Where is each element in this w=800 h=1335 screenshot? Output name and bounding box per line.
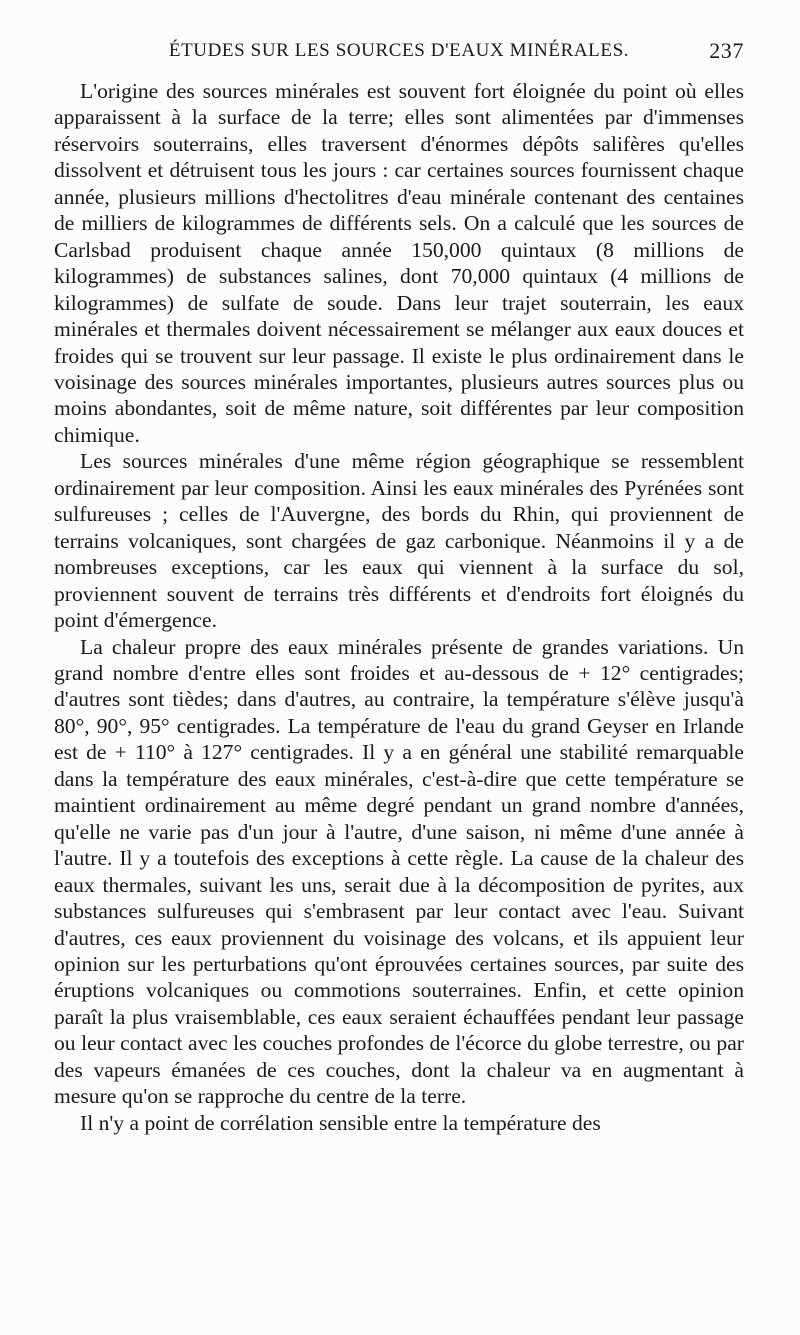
body-text <box>54 78 744 1136</box>
paragraph-correlation: Il n'y a point de corrélation sensible entre la température des <box>80 1110 601 1135</box>
paragraph-origin: L'origine des sources minérales est souvent fort éloignée du point où elles apparaissent à la surface de la terre; elles sont alimentées par d'immenses réservoirs souterrains, elles traversent d'énormes dépôts salifères qu'elles dissolvent et détruisent tous les jours : car certaines sources fournissent chaque année, plusieurs millions d'hectolitres d'eau minérale contenant des centaines de milliers de kilogrammes de différents sels. On a calculé que les sources de Carlsbad produisent chaque année 150,000 quintaux (8 millions de kilogrammes) de substances salines, dont 70,000 quintaux (4 millions de kilogrammes) de sulfate de soude. Dans leur trajet souterrain, les eaux minérales et thermales doivent nécessairement se mélanger aux eaux douces et froides qui se trouvent sur leur passage. Il existe le plus ordinairement dans le voisinage des sources minérales importantes, plusieurs autres sources plus ou moins abondantes, soit de même nature, soit différentes par leur composition chimique. <box>54 79 744 447</box>
paragraph-composition: Les sources minérales d'une même région géographique se ressemblent ordinairement par leur composition. Ainsi les eaux minérales des Pyrénées sont sulfureuses ; celles de l'Auvergne, des bords du Rhin, qui proviennent de terrains volcaniques, sont chargées de gaz carbonique. Néanmoins il y a de nombreuses exceptions, car les eaux qui viennent à la surface du sol, proviennent souvent de terrains très différents et d'endroits fort éloignés du point d'émergence. <box>54 449 744 633</box>
page-number: 237 <box>709 38 744 63</box>
running-head: ÉTUDES SUR LES SOURCES D'EAUX MINÉRALES. <box>168 40 630 61</box>
paragraph-temperature: La chaleur propre des eaux minérales présente de grandes variations. Un grand nombre d'entre elles sont froides et au-dessous de + 12° centigrades; d'autres sont tièdes; dans d'autres, au contraire, la température s'élève jusqu'à 80°, 90°, 95° centigrades. La température de l'eau du grand Geyser en Irlande est de + 110° à 127° centigrades. Il y a en général une stabilité remarquable dans la température des eaux minérales, c'est-à-dire que cette température se maintient ordinairement au même degré pendant un grand nombre d'années, qu'elle ne varie pas d'un jour à l'autre, d'une saison, ni même d'une année à l'autre. Il y a toutefois des exceptions à cette règle. La cause de la chaleur des eaux thermales, suivant les uns, serait due à la décomposition de pyrites, aux substances sulfureuses qui s'embrasent par leur contact avec l'eau. Suivant d'autres, ces eaux proviennent du voisinage des volcans, et ils appuient leur opinion sur les perturbations qu'ont éprouvées certaines sources, par suite des éruptions volcaniques ou commotions souterraines. Enfin, et cette opinion paraît la plus vraisemblable, ces eaux seraient échauffées pendant leur passage ou leur contact avec les couches profondes de l'écorce du globe terrestre, ou par des vapeurs émanées de ces couches, dont la chaleur va en augmentant à mesure qu'on se rapproche du centre de la terre. <box>54 634 744 1109</box>
page-header <box>54 34 744 74</box>
